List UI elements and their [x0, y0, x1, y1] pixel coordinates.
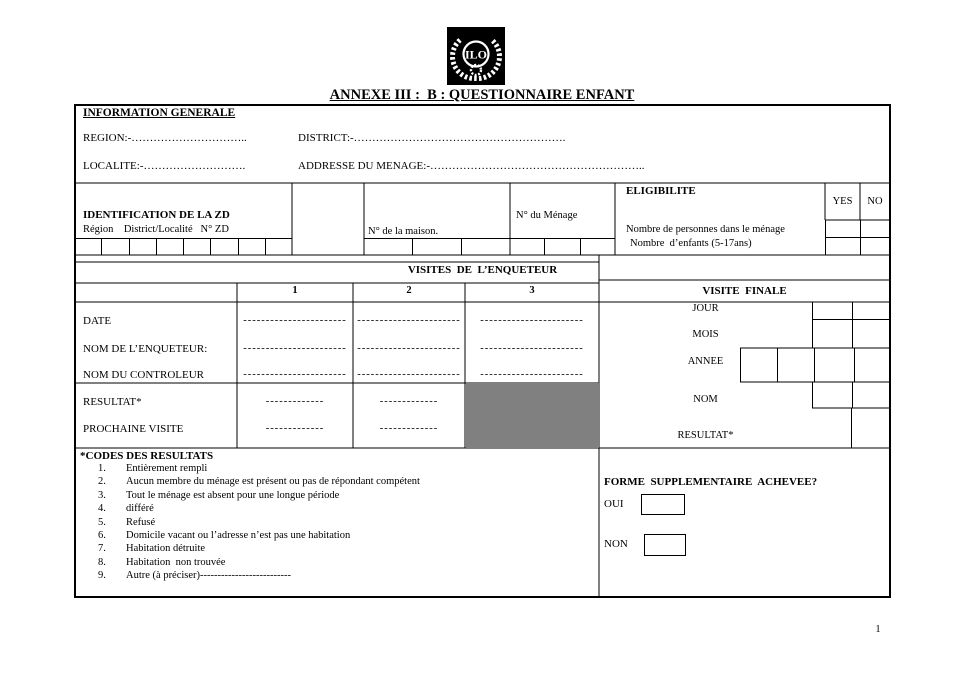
blocked-cell	[466, 383, 599, 448]
mois-box[interactable]	[853, 320, 890, 348]
info-generale-heading: INFORMATION GENERALE	[83, 107, 236, 119]
nom-box[interactable]	[813, 382, 853, 408]
mois-label: MOIS	[692, 329, 719, 340]
jour-box[interactable]	[853, 302, 890, 319]
no-column-header: NO	[867, 196, 883, 207]
zd-digit-boxes	[75, 238, 292, 255]
code-item	[98, 516, 588, 529]
code-item	[98, 489, 588, 502]
visite-col-1-header: 1	[292, 285, 298, 296]
adresse-label: ADDRESSE DU MENAGE:-	[298, 160, 430, 172]
maison-label: N° de la maison.	[368, 226, 439, 237]
mois-boxes	[812, 320, 890, 348]
resultat-visit2-blank[interactable]: -------------	[379, 396, 439, 407]
visite-finale-heading: VISITE FINALE	[702, 285, 787, 297]
enfants-no-cell[interactable]	[861, 238, 891, 255]
localite-blank-line[interactable]: ……………………….	[143, 160, 246, 172]
eligibilite-enfants-label: Nombre d’enfants (5-17ans)	[630, 238, 752, 249]
district-blank-line[interactable]: ………………………………………………….	[353, 132, 566, 144]
region-label: REGION:-	[83, 132, 132, 144]
annee-label: ANNEE	[687, 356, 724, 367]
zd-digit-box[interactable]	[184, 239, 211, 255]
annee-box[interactable]	[778, 348, 815, 382]
date-visit1-blank[interactable]: -----------------------	[243, 315, 347, 326]
adresse-field	[298, 160, 645, 173]
yes-column-header: YES	[832, 196, 853, 207]
code-item	[98, 542, 588, 555]
code-number: 3.	[98, 489, 106, 501]
nom-boxes	[812, 382, 890, 408]
personnes-no-cell[interactable]	[861, 220, 891, 238]
date-visit3-blank[interactable]: -----------------------	[480, 315, 584, 326]
eligibilite-answer-grid	[825, 220, 890, 255]
nom-box[interactable]	[853, 382, 890, 408]
identification-columns-label: Région District/Localité N° ZD	[83, 224, 229, 235]
enqueteur-row-label: NOM DE L’ENQUETEUR:	[83, 343, 208, 355]
mois-box[interactable]	[813, 320, 853, 348]
district-label: DISTRICT:-	[298, 132, 354, 144]
controleur-visit3-blank[interactable]: -----------------------	[480, 369, 584, 380]
controleur-row-label: NOM DU CONTROLEUR	[83, 369, 204, 381]
ilo-logo-text: ILO	[464, 47, 488, 62]
maison-digit-box[interactable]	[413, 239, 462, 255]
annee-boxes	[740, 348, 890, 382]
code-number: 8.	[98, 556, 106, 568]
forme-question: FORME SUPPLEMENTAIRE ACHEVEE?	[604, 476, 818, 488]
non-label: NON	[604, 538, 628, 550]
jour-boxes	[812, 302, 890, 320]
code-text: différé	[126, 503, 154, 515]
code-number: 7.	[98, 543, 106, 555]
prochaine-row-label: PROCHAINE VISITE	[83, 423, 184, 435]
code-number: 4.	[98, 503, 106, 515]
codes-list	[98, 462, 588, 583]
zd-digit-box[interactable]	[130, 239, 157, 255]
menage-digit-box[interactable]	[545, 239, 580, 255]
zd-digit-box[interactable]	[75, 239, 102, 255]
localite-field	[83, 160, 245, 173]
date-row-label: DATE	[83, 315, 112, 327]
enqueteur-visit2-blank[interactable]: -----------------------	[357, 343, 461, 354]
code-item	[98, 475, 588, 488]
code-number: 5.	[98, 516, 106, 528]
visite-col-2-header: 2	[406, 285, 412, 296]
menage-digit-box[interactable]	[510, 239, 545, 255]
eligibilite-personnes-label: Nombre de personnes dans le ménage	[626, 224, 785, 235]
identification-heading: IDENTIFICATION DE LA ZD	[83, 209, 230, 221]
region-field	[83, 132, 247, 145]
resultat-row-label: RESULTAT*	[83, 396, 142, 408]
code-text: Tout le ménage est absent pour une longue période	[126, 489, 340, 501]
oui-label: OUI	[604, 498, 624, 510]
code-number: 6.	[98, 530, 106, 542]
zd-digit-box[interactable]	[211, 239, 238, 255]
resultat-visit1-blank[interactable]: -------------	[265, 396, 325, 407]
code-item	[98, 556, 588, 569]
localite-label: LOCALITE:-	[83, 160, 144, 172]
jour-label: JOUR	[692, 303, 719, 314]
code-text: Habitation non trouvée	[126, 556, 226, 568]
code-text: Habitation détruite	[126, 543, 206, 555]
district-field	[298, 132, 565, 145]
code-number: 1.	[98, 463, 106, 474]
eligibilite-heading: ELIGIBILITE	[626, 185, 696, 197]
code-text: Entièrement rempli	[126, 463, 208, 474]
maison-digit-boxes	[364, 238, 510, 255]
code-text: Domicile vacant ou l’adresse n’est pas une habitation	[126, 530, 351, 542]
prochaine-visit1-blank[interactable]: -------------	[265, 423, 325, 434]
page-number: 1	[875, 624, 881, 635]
code-item	[98, 502, 588, 515]
menage-digit-box[interactable]	[581, 239, 615, 255]
annee-box[interactable]	[815, 348, 855, 382]
date-visit2-blank[interactable]: -----------------------	[357, 315, 461, 326]
prochaine-visit2-blank[interactable]: -------------	[379, 423, 439, 434]
enqueteur-visit3-blank[interactable]: -----------------------	[480, 343, 584, 354]
enfants-yes-cell[interactable]	[826, 238, 861, 255]
menage-label: N° du Ménage	[516, 210, 578, 221]
region-blank-line[interactable]: …………………………..	[131, 132, 247, 144]
visites-heading: VISITES DE L’ENQUETEUR	[407, 264, 558, 276]
menage-digit-boxes	[510, 238, 615, 255]
maison-digit-box[interactable]	[364, 239, 413, 255]
personnes-yes-cell[interactable]	[826, 220, 861, 238]
non-checkbox[interactable]	[644, 534, 686, 556]
controleur-visit1-blank[interactable]: -----------------------	[243, 369, 347, 380]
code-number: 9.	[98, 570, 106, 582]
annee-box[interactable]	[855, 348, 890, 382]
code-item	[98, 569, 588, 582]
codes-heading: *CODES DES RESULTATS	[80, 450, 214, 462]
controleur-visit2-blank[interactable]: -----------------------	[357, 369, 461, 380]
code-text: Aucun membre du ménage est présent ou pas de répondant compétent	[126, 476, 420, 488]
oui-checkbox[interactable]	[641, 494, 685, 515]
zd-digit-box[interactable]	[102, 239, 129, 255]
code-item	[98, 462, 588, 475]
adresse-blank-line[interactable]: …………………………………………………..	[430, 160, 645, 172]
code-item	[98, 529, 588, 542]
visite-col-3-header: 3	[529, 285, 535, 296]
zd-digit-box[interactable]	[157, 239, 184, 255]
code-text: Autre (à préciser)--------------------------	[126, 570, 291, 582]
annee-box[interactable]	[741, 348, 778, 382]
zd-digit-box[interactable]	[266, 239, 292, 255]
zd-digit-box[interactable]	[239, 239, 266, 255]
jour-box[interactable]	[813, 302, 853, 319]
code-number: 2.	[98, 476, 106, 488]
nom-label: NOM	[693, 394, 718, 405]
resultat-final-label: RESULTAT*	[677, 430, 734, 441]
page-title: ANNEXE III : B : QUESTIONNAIRE ENFANT	[329, 87, 635, 103]
code-text: Refusé	[126, 516, 156, 528]
resultat-final-box[interactable]	[851, 408, 890, 448]
maison-digit-box[interactable]	[462, 239, 510, 255]
enqueteur-visit1-blank[interactable]: -----------------------	[243, 343, 347, 354]
